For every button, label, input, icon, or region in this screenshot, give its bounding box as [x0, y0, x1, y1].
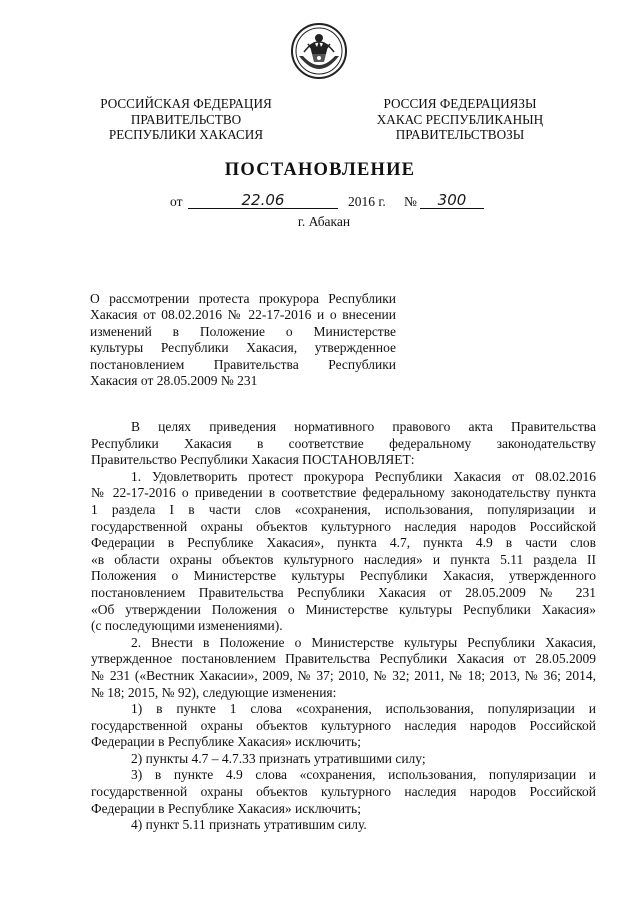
- subject-line: О рассмотрении протеста прокурора Республики: [90, 291, 396, 306]
- subject-line: постановлением Правительства Республики: [90, 356, 396, 372]
- paragraph: [91, 701, 596, 751]
- year-label: 2016 г.: [348, 194, 386, 209]
- header-left: [88, 96, 284, 143]
- coat-of-arms-icon: [290, 22, 348, 80]
- body-line: Правительство Республики Хакасия ПОСТАНОВЛЯЕТ:: [91, 452, 415, 468]
- date-handwritten: 22.06: [188, 192, 338, 209]
- header-left-line: РОССИЙСКАЯ ФЕДЕРАЦИЯ: [100, 96, 272, 111]
- body-line: Федерации в Республике Хакасия» исключить;: [91, 800, 361, 816]
- body-line: «Об утверждении Положения о Министерстве культуры Республики Хакасия»: [91, 601, 596, 617]
- paragraph: [91, 817, 596, 834]
- document-title: ПОСТАНОВЛЕНИЕ: [224, 160, 416, 180]
- body-line: № 22-17-2016 о приведении в соответствие федеральному законодательству пункта: [91, 485, 596, 501]
- body-line: 3) в пункте 4.9 слова «сохранения, использования, популяризации и: [131, 767, 596, 783]
- subject-block: [90, 291, 396, 389]
- body-line: государственной охраны объектов культурного наследия народов Российской: [91, 518, 596, 534]
- paragraph: [91, 469, 596, 635]
- header-right-line: ХАКАС РЕСПУБЛИКАНЫҢ: [376, 111, 544, 127]
- body-line: 2. Внести в Положение о Министерстве культуры Республики Хакасия,: [131, 634, 596, 650]
- body-line: 1. Удовлетворить протест прокурора Республики Хакасия от 08.02.2016: [131, 468, 596, 484]
- body-line: 1 раздела I в части слов «сохранения, использования, популяризации и: [91, 501, 596, 517]
- body-line: № 18; 2015, № 92), следующие изменения:: [91, 684, 337, 700]
- body-line: Положения о Министерстве культуры Республики Хакасия, утвержденного: [91, 568, 596, 584]
- header-right: [358, 96, 562, 143]
- number-label: №: [404, 194, 417, 209]
- body-line: № 231 («Вестник Хакасии», 2009, № 37; 2010, № 32; 2011, № 18; 2013, № 36; 2014,: [91, 667, 596, 683]
- paragraph: [91, 751, 596, 768]
- date-from-label: от: [170, 194, 183, 209]
- number-handwritten: 300: [420, 192, 484, 209]
- header-left-line: ПРАВИТЕЛЬСТВО: [130, 111, 242, 127]
- paragraph: [91, 635, 596, 701]
- header-right-line: ПРАВИТЕЛЬСТВОЗЫ: [395, 127, 525, 142]
- body-line: «в области охраны объектов культурного наследия» и пункта 5.11 раздела II: [91, 551, 596, 567]
- subject-line: изменений в Положение о Министерстве: [90, 323, 396, 339]
- subject-line: культуры Республики Хакасия, утвержденное: [90, 340, 396, 356]
- body-line: 4) пункт 5.11 признать утратившим силу.: [131, 817, 367, 833]
- header-right-line: РОССИЯ ФЕДЕРАЦИЯЗЫ: [383, 96, 537, 111]
- paragraph: [91, 419, 596, 469]
- paragraph: [91, 767, 596, 817]
- city-label: г. Абакан: [297, 214, 351, 229]
- subject-line: Хакасия от 08.02.2016 № 22-17-2016 и о внесении: [90, 307, 396, 323]
- body-line: Федерации в Республике Хакасия», пункта 4.7, пункта 4.9 в части слов: [91, 535, 596, 551]
- body-line: Федерации в Республике Хакасия» исключить;: [91, 734, 361, 750]
- body-line: государственной охраны объектов культурного наследия народов Российской: [91, 717, 596, 733]
- header-left-line: РЕСПУБЛИКИ ХАКАСИЯ: [108, 127, 264, 142]
- body-line: 1) в пункте 1 слова «сохранения, использования, популяризации и: [131, 701, 596, 717]
- body-line: Республики Хакасия в соответствие федеральному законодательству: [91, 435, 596, 451]
- body-line: В целях приведения нормативного правового акта Правительства: [131, 419, 596, 434]
- body-line: утвержденное постановлением Правительства Республики Хакасия от 28.05.2009: [91, 651, 596, 667]
- subject-line: Хакасия от 28.05.2009 № 231: [90, 373, 258, 389]
- body-line: постановлением Правительства Республики Хакасия от 28.05.2009 № 231: [91, 584, 596, 600]
- document-body: [91, 419, 596, 834]
- body-line: (с последующими изменениями).: [91, 618, 283, 634]
- body-line: государственной охраны объектов культурного наследия народов Российской: [91, 784, 596, 800]
- body-line: 2) пункты 4.7 – 4.7.33 признать утратившими силу;: [131, 750, 426, 766]
